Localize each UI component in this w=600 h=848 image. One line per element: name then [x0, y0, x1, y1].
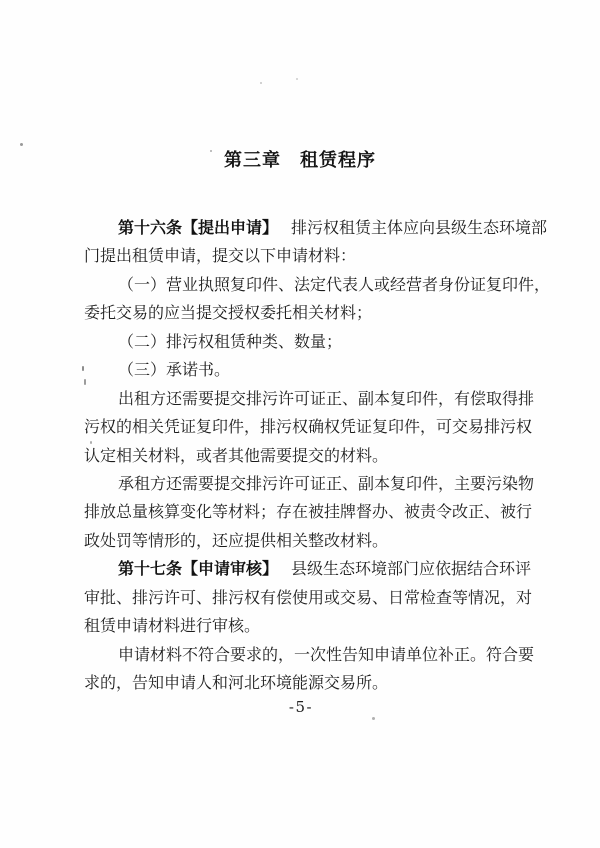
text-line — [84, 271, 551, 299]
article-heading: 第十七条【申请审核】 — [118, 559, 279, 579]
document-body — [84, 214, 551, 697]
text-line — [84, 356, 518, 384]
text-line — [84, 413, 533, 441]
line-text: 排放总量核算变化等材料；存在被挂牌督办、被责令改正、被行 — [84, 502, 533, 522]
article-heading: 第十六条【提出申请】 — [118, 218, 279, 237]
scan-speck — [84, 379, 86, 385]
line-text: 县级生态环境部门应依据结合环评 — [291, 559, 532, 579]
text-line — [84, 385, 535, 413]
line-text: （三）承诺书。 — [118, 360, 231, 380]
text-line — [84, 470, 535, 498]
text-line — [84, 442, 518, 470]
line-text: 认定相关材料，或者其他需要提交的材料。 — [84, 445, 389, 465]
line-text: 申请材料不符合要求的，一次性告知申请单位补正。符合要 — [118, 644, 535, 664]
line-text: 求的，告知申请人和河北环境能源交易所。 — [84, 673, 389, 692]
line-text: （一）营业执照复印件、法定代表人或经营者身份证复印件， — [118, 274, 551, 294]
text-line — [84, 328, 518, 356]
line-text: （二）排污权租赁种类、数量； — [118, 331, 343, 351]
line-text: 政处罚等情形的，还应提供相关整改材料。 — [84, 530, 389, 550]
text-line — [84, 498, 533, 526]
scan-speck — [372, 717, 375, 720]
text-line — [84, 584, 533, 612]
line-text: 污权的相关凭证复印件，排污权确权凭证复印件，可交易排污权 — [84, 417, 533, 437]
line-text: 审批、排污许可、排污权有偿使用或交易、日常检查等情况，对 — [84, 587, 533, 607]
text-line — [84, 669, 518, 697]
scan-speck — [82, 366, 84, 371]
text-line — [84, 527, 518, 555]
line-text: 门提出租赁申请，提交以下申请材料： — [84, 246, 357, 266]
chapter-title: 第三章 租赁程序 — [224, 150, 376, 171]
line-text: 租赁申请材料进行审核。 — [84, 616, 261, 636]
text-line — [84, 242, 518, 270]
text-line — [84, 612, 518, 640]
scan-speck — [20, 143, 23, 146]
line-text: 出租方还需要提交排污许可证正、副本复印件，有偿取得排 — [118, 388, 535, 408]
scan-speck — [296, 78, 298, 80]
scan-speck — [260, 82, 262, 84]
text-line — [84, 641, 535, 669]
line-text: 排污权租赁主体应向县级生态环境部 — [291, 218, 548, 237]
text-line — [84, 299, 518, 327]
line-text: 委托交易的应当提交授权委托相关材料； — [84, 303, 373, 323]
page-number: -5- — [288, 698, 314, 716]
line-text: 承租方还需要提交排污许可证正、副本复印件，主要污染物 — [118, 473, 535, 493]
text-line — [84, 555, 532, 583]
scan-speck — [90, 441, 92, 444]
scan-speck — [210, 150, 212, 152]
text-line — [84, 214, 548, 242]
